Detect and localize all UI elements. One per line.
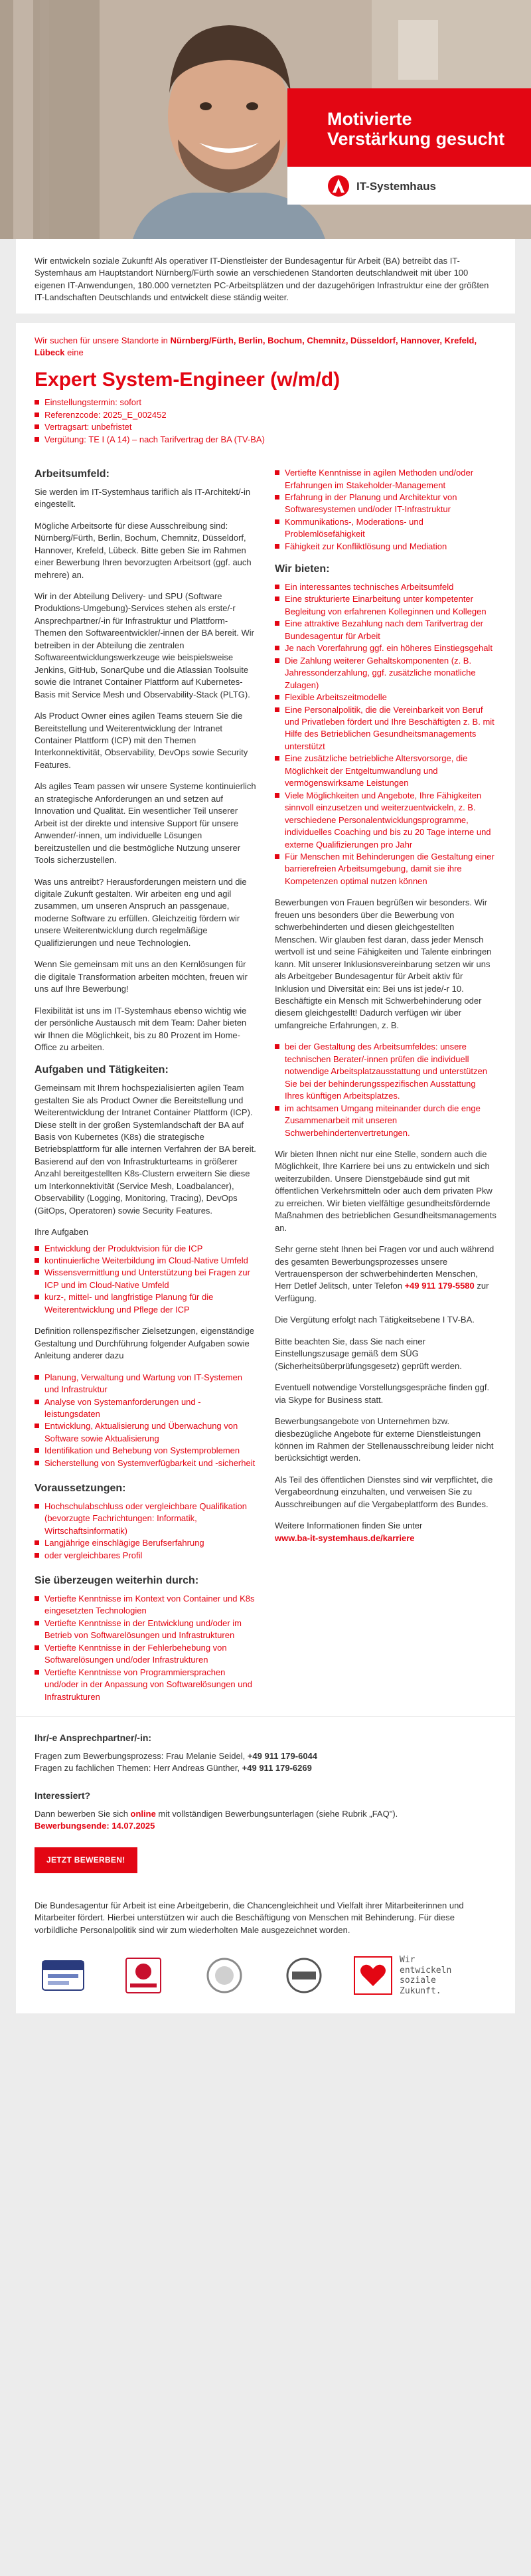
fact-contract: Vertragsart: unbefristet [35,421,496,433]
paragraph: Die Vergütung erfolgt nach Tätigkeitsebene I TV-BA. [275,1315,475,1325]
list-item: Sicherstellung von Systemverfügbarkeit und -sicherheit [35,1457,256,1469]
locations-list: Nürnberg/Fürth, Berlin, Bochum, Chemnitz, Düsseldorf, Hannover, Krefeld, Lübeck [35,335,477,358]
intro-card [16,239,515,314]
ba-logo-icon [327,175,350,197]
heading-aufgaben: Aufgaben und Tätigkeiten: [35,1064,169,1076]
left-column [35,467,256,1703]
paragraph: Sie werden im IT-Systemhaus tariflich als IT-Architekt/-in eingestellt. [35,486,251,509]
list-item: Je nach Vorerfahrung ggf. ein höheres Einstiegsgehalt [275,642,496,654]
ueberzeugen-list-cont [275,467,496,553]
list-item: Vertiefte Kenntnisse von Programmiersprachen und/oder in der Anpassung von Softwarelösungen und Infrastrukturen [35,1667,256,1703]
contact-line: Fragen zum Bewerbungsprozess: Frau Melanie Seidel, +49 911 179-6044 [35,1750,318,1761]
heading-voraussetzungen: Voraussetzungen: [35,1483,126,1495]
list-item: Wissensvermittlung und Unterstützung bei Fragen zur ICP und im Cloud-Native Umfeld [35,1267,256,1291]
bieten-list [275,581,496,887]
list-item: kurz-, mittel- und langfristige Planung für die Weiterentwicklung und Pflege der ICP [35,1291,256,1316]
list-item: Vertiefte Kenntnisse in der Fehlerbehebung von Softwarelösungen und/oder Infrastrukturen [35,1642,256,1667]
right-column [275,467,496,1703]
paragraph: Mögliche Arbeitsorte für diese Ausschreibung sind: Nürnberg/Fürth, Berlin, Bochum, Chemnitz, Düsseldorf, Hannover, Krefeld, Lübeck. Bitte geben Sie im Rahmen einer Bewerbung Ihren bevorzugten Arbeitsort (ggf. auch mehrere) an. [35,520,252,580]
fact-reference: Referenzcode: 2025_E_002452 [35,409,496,421]
attraktive-bezahlung: attraktive Bezahlung [304,618,383,629]
job-title: Expert System-Engineer (w/m/d) [35,368,341,391]
list-item: Fähigkeit zur Konfliktlösung und Mediation [275,541,496,553]
web-paragraph: Weitere Informationen finden Sie unter www.ba-it-systemhaus.de/karriere [275,1520,423,1543]
family-seal-badge [114,1956,175,1995]
definition-list [35,1372,256,1470]
paragraph: Als Teil des öffentlichen Dienstes sind wir verpflichtet, die Vergabeordnung einzuhalten, und verweisen Sie zu Ausschreibungen auf die Vergabeplattform des Bundes. [275,1474,493,1509]
list-item: Entwicklung der Produktvision für die ICP [35,1243,256,1255]
job-facts [35,397,496,446]
job-details [16,450,515,1716]
intro-text: Wir entwickeln soziale Zukunft! Als operativer IT-Dienstleister der Bundesagentur für Arbeit (BA) betreibt das IT-Systemhaus am Hauptstandort Nürnberg/Fürth sowie an verschiedenen Standorten deutschlandweit mit über 100 eigenen IT-Anwendungen, 180.000 vernetzten PC-Arbeitsplätzen und der dazugehörigen Infrastruktur eine der größten IT-Landschaften Deutschlands und entwickelt diese ständig weiter. [35,256,489,303]
top-company-badge [35,1956,96,1995]
list-item: Vertiefte Kenntnisse in der Entwicklung und/oder im Betrieb von Softwarelösungen und Infrastrukturen [35,1617,256,1642]
phone-link[interactable]: +49 911 179-6269 [242,1763,312,1774]
paragraph: Wir in der Abteilung Delivery- und SPU (Software Produktions-Umgebung)-Services stehen als erste/-r Ansprechpartner/-in für Infrastruktur und Plattform-Themen den Softwareentwickler/-innen der BA bereit. Wir betreiben in der Abteilung die zentralen Softwareentwicklungswerkzeuge wie beispielsweise Jenkins, GitHub, SonarQube und die Atlassian Toolsuite sowie die Intranet Container Plattform auf Kubernetes-Basis mit Service Mesh und Observability-Stack (PLTG). [35,591,254,699]
list-item: Eine Personalpolitik, die die Vereinbarkeit von Beruf und Privatleben fördert und Ihre Beschäftigten z. B. mit Hilfe des Betrieblichen Gesundheitsmanagements unterstützt [275,704,496,753]
hero-banner [0,0,531,239]
promo-box [287,88,531,205]
list-item: Flexible Arbeitszeitmodelle [275,691,496,703]
list-item: im achtsamen Umgang miteinander durch die enge Zusammenarbeit mit unseren Schwerbehindertenvertretungen. [275,1103,496,1139]
contact-section [16,1716,515,1885]
fact-start: Einstellungstermin: sofort [35,397,496,409]
aufgaben-text: Gemeinsam mit Ihrem hochspezialisierten agilen Team gestalten Sie als Product Owner die Bereitstellung und Weiterentwicklung der Intranet Container Plattform (ICP). Diese stellt in der großen Systemlandschaft der BA auf Basis von Kubernetes (K8s) die strategische Betriebsplattform für alle internen Verfahren der BA bereit. Basierend auf den von Infrastrukturteams in größerer Anzahl bereitgestellten K8s-Clustern erweitern Sie diese um Interkonnektivität (Service Mesh, Loadbalancer), Observability (Logging, Monitoring, Tracing), DevOps (GitOps, Operatoren) sowie Security Features. [35,1083,256,1216]
promo-title: Motivierte Verstärkung gesucht [327,109,505,149]
brand-name: IT-Systemhaus [356,180,436,193]
heading-ansprechpartner: Ihr/-e Ansprechpartner/-in: [35,1732,152,1744]
aufgaben-sub: Ihre Aufgaben [35,1227,88,1238]
award-badges [16,1948,515,2013]
voraussetzungen-list [35,1501,256,1562]
list-item: Vertiefte Kenntnisse in agilen Methoden und/oder Erfahrungen im Stakeholder-Management [275,467,496,492]
paragraph: Als agiles Team passen wir unsere Systeme kontinuierlich an strategische Anforderungen an und setzen auf Innovation und Qualität. Ein wesentlicher Teil unserer Arbeit ist der direkte und intensive Support für unsere Anwender/-innen, um individuelle Lösungen bereitzustellen und die bestmögliche Nutzung unserer Tools sicherzustellen. [35,781,256,866]
wir-text: Wir entwickeln soziale Zukunft. [400,1955,452,1996]
paragraph: Wenn Sie gemeinsam mit uns an den Kernlösungen für die digitale Transformation arbeiten möchten, freuen wir uns auf Ihre Bewerbung! [35,959,248,994]
list-item: Viele Möglichkeiten und Angebote, Ihre Fähigkeiten sinnvoll einzusetzen und weiterzuentwickeln, z. B. verschiedene Personalentwicklungsprogramme, individuelles Coaching und bis zu 20 Tage interne und externe Qualifizierungen pro Jahr [275,790,496,851]
heart-icon [353,1956,393,1995]
list-item: Hochschulabschluss oder vergleichbare Qualifikation (bevorzugte Fachrichtungen: Informatik, Wirtschaftsinformatik) [35,1501,256,1537]
footer-text: Die Bundesagentur für Arbeit ist eine Arbeitgeberin, die Chancengleichheit und Vielfalt ihrer Mitarbeiterinnen und Mitarbeiter fördert. Hierbei unterstützen wir auch die Beschäftigung von Menschen mit Behinderung. Für diese vorbildliche Personalpolitik sind wir zum wiederholten Male ausgezeichnet worden. [35,1900,464,1935]
list-item: Eine zusätzliche betriebliche Altersvorsorge, die Möglichkeit der Entgeltumwandlung und vermögenswirksame Leistungen [275,753,496,789]
list-item: Identifikation und Behebung von Systemproblemen [35,1445,256,1457]
wir-logo [353,1955,451,1996]
paragraph: Als Product Owner eines agilen Teams steuern Sie die Bereitstellung und Weiterentwicklung der Intranet Container Plattform (ICP) mit den Themen Interkonnektivität, Observability, DevOps sowie Security Features. [35,711,248,770]
paragraph: Wir bieten Ihnen nicht nur eine Stelle, sondern auch die Möglichkeit, Ihre Karriere bei uns zu entwickeln und sich weiterzubilden. Unsere Dienstgebäude sind gut mit öffentlichen Verkehrsmitteln oder auch dem privaten Pkw zu erreichen. Wir bieten vielfältige gesundheitsfördernde Maßnahmen des betrieblichen Gesundheitsmanagements an. [275,1149,496,1233]
deadline: Bewerbungsende: 14.07.2025 [35,1821,155,1831]
diversity-badge [194,1956,255,1995]
paragraph: Was uns antreibt? Herausforderungen meistern und die digitale Zukunft gestalten. Wir arbeiten eng und agil zusammen, um unseren Anspruch an passgenaue, moderne Software zu erfüllen. Gleichzeitig fördern wir unsere Weiterentwicklung durch regelmäßige Qualifizierungen und neue Technologien. [35,876,247,948]
ueberzeugen-list [35,1593,256,1703]
apply-text: Dann bewerben Sie sich online mit vollständigen Bewerbungsunterlagen (siehe Rubrik „FAQ"). [35,1808,398,1819]
heading-interessiert: Interessiert? [35,1790,91,1801]
brand-logo [287,167,531,205]
fact-salary: Vergütung: TE I (A 14) – nach Tarifvertrag der BA (TV-BA) [35,434,496,446]
career-link[interactable]: www.ba-it-systemhaus.de/karriere [275,1532,415,1543]
apply-button[interactable]: JETZT BEWERBEN! [35,1847,137,1873]
list-item: bei der Gestaltung des Arbeitsumfeldes: unsere technischen Berater/-innen prüfen die individuell notwendige Arbeitsplatzausstattung und unterstützen Sie bei der behinderungsspezifischen Ausstattung Ihres künftigen Arbeitsplatzes. [275,1041,496,1102]
heading-ueberzeugen: Sie überzeugen weiterhin durch: [35,1575,199,1587]
list-item: oder vergleichbares Profil [35,1550,256,1562]
inklusion-list [275,1041,496,1139]
list-item: Kommunikations-, Moderations- und Problemlösefähigkeit [275,516,496,541]
phone-link[interactable]: +49 911 179-5580 [404,1281,475,1291]
list-item: Die Zahlung weiterer Gehaltskomponenten (z. B. Jahressonderzahlung, ggf. zusätzliche monatliche Zulagen) [275,655,496,691]
definition-text: Definition rollenspezifischer Zielsetzungen, eigenständige Gestaltung und Durchführung folgender Aufgaben sowie Anleitung anderer dazu [35,1326,254,1361]
list-item: Entwicklung, Aktualisierung und Überwachung von Software sowie Aktualisierung [35,1420,256,1445]
list-item: kontinuierliche Weiterbildung im Cloud-Native Umfeld [35,1255,256,1267]
heading-arbeitsumfeld: Arbeitsumfeld: [35,468,110,480]
job-locations: Wir suchen für unsere Standorte in Nürnberg/Fürth, Berlin, Bochum, Chemnitz, Düsseldorf, Hannover, Krefeld, Lübeck eine [35,335,477,358]
paragraph: Eventuell notwendige Vorstellungsgespräche finden ggf. via Skype for Business statt. [275,1382,490,1405]
list-item: Eine attraktive Bezahlung nach dem Tarifvertrag der Bundesagentur für Arbeit [275,618,496,642]
contact-line: Fragen zu fachlichen Themen: Herr Andreas Günther, +49 911 179-6269 [35,1763,312,1774]
inklusion-text: Bewerbungen von Frauen begrüßen wir besonders. Wir freuen uns besonders über die Bewerbung von schwerbehinderten und diesen gleichgestellten Menschen. Wir glauben fest daran, dass jeder Mensch wertvoll ist und seine Fähigkeiten und Talente einbringen kann. Mit unserer Inklusionsvereinbarung setzen wir uns als Arbeitgeber Bundesagentur für Arbeit aktiv für Inklusion und Diversität ein: Bei uns ist jede/-r 10. Beschäftigte ein Mensch mit Schwerbehinderung oder diesem gleichgestellt! Dadurch verfügen wir über umfangreiche Erfahrungen, z. B. [275,897,492,1030]
list-item: Eine strukturierte Einarbeitung unter kompetenter Begleitung von erfahrenen Kolleginnen und Kollegen [275,593,496,618]
list-item: Analyse von Systemanforderungen und -leistungsdaten [35,1396,256,1421]
list-item: Langjährige einschlägige Berufserfahrung [35,1537,256,1549]
list-item: Für Menschen mit Behinderungen die Gestaltung einer barrierefreien Arbeitsumgebung, damit sie ihre Kompetenzen optimal nutzen können [275,851,496,887]
list-item: Ein interessantes technisches Arbeitsumfeld [275,581,496,593]
paragraph: Flexibilität ist uns im IT-Systemhaus ebenso wichtig wie der persönliche Austausch mit dem Team: Daher bieten wir Ihnen die Möglichkeit, bis zu 80 Prozent im Home-Office zu arbeiten. [35,1005,247,1052]
top-employer-badge [273,1956,335,1995]
paragraph: Bitte beachten Sie, dass Sie nach einer Einstellungszusage gemäß dem SÜG (Sicherheitsüberprüfungsgesetz) geprüft werden. [275,1336,462,1371]
list-item: Erfahrung in der Planung und Architektur von Softwaresystemen und/oder IT-Infrastruktur [275,492,496,516]
fragen-paragraph: Sehr gerne steht Ihnen bei Fragen vor und auch während des gesamten Bewerbungsprozesses unsere Vertrauensperson der schwerbehinderten Menschen, Herr Detlef Jelitsch, unter Telefon +49 911 179-5580 zur Verfügung. [275,1244,494,1303]
list-item: Vertiefte Kenntnisse im Kontext von Container und K8s eingesetzten Technologien [35,1593,256,1617]
online-link[interactable]: online [130,1808,156,1819]
list-item: Planung, Verwaltung und Wartung von IT-Systemen und Infrastruktur [35,1372,256,1396]
phone-link[interactable]: +49 911 179-6044 [247,1750,318,1761]
heading-bieten: Wir bieten: [275,563,330,575]
aufgaben-list [35,1243,256,1317]
paragraph: Bewerbungsangebote von Unternehmen bzw. diesbezügliche Angebote für externe Dienstleistungen können im Rahmen der Stellenausschreibung leider nicht berücksichtigt werden. [275,1416,494,1463]
job-card [16,323,515,2014]
